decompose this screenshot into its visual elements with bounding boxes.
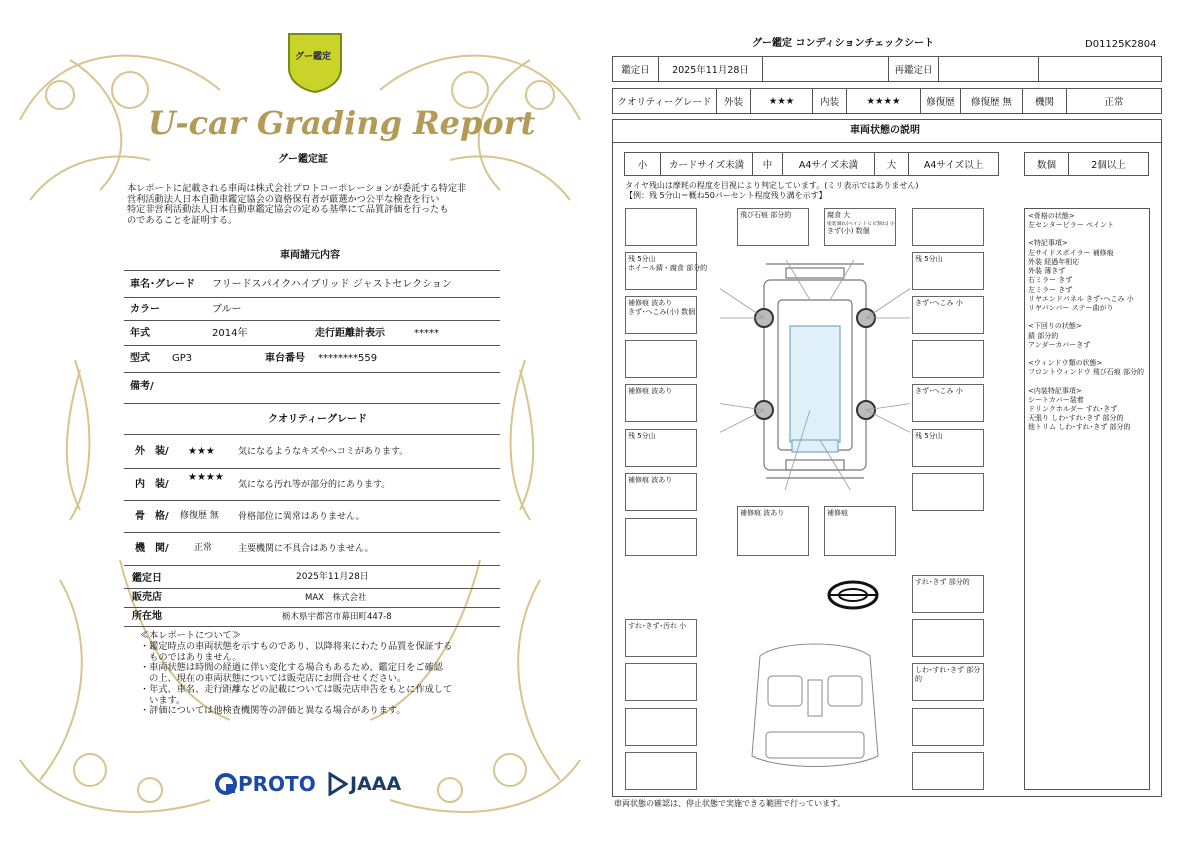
note-line: <下回りの状態> <box>1028 322 1082 331</box>
count-legend <box>1024 152 1149 176</box>
damage-box-right2 <box>912 296 984 334</box>
grade-label: 機 関/ <box>135 543 169 554</box>
address-label: 所在地 <box>132 611 162 622</box>
damage-box-int-r1 <box>912 619 984 657</box>
mileage-value: ***** <box>414 328 439 339</box>
note-line: ・車両状態は時間の経過に伴い変化する場合もあるため、鑑定日をご確認 <box>140 662 443 674</box>
steering-wheel-icon <box>827 580 879 610</box>
note-line: 外装 経過年相応 <box>1028 257 1080 266</box>
damage-text: 残 5分山 <box>915 255 943 263</box>
proto-mark-icon <box>214 772 238 796</box>
damage-text: 塗装剥れ(ペイントヒビ割れ) 小 <box>827 220 895 227</box>
note-line: います。 <box>140 694 186 706</box>
damage-box-right5 <box>912 429 984 467</box>
interior-label: 内装 <box>813 89 847 113</box>
name-label: 車名･グレード <box>130 279 195 290</box>
damage-box-left1 <box>625 252 708 290</box>
damage-box-top4 <box>912 208 984 246</box>
note-line: リヤエンドパネル きず･へこみ 小 <box>1028 294 1134 303</box>
damage-text: 飛び石痕 部分的 <box>740 211 792 219</box>
color-label: カラー <box>130 304 160 315</box>
note-line: リヤバンパー ステー曲がり <box>1028 304 1114 313</box>
date-value: 2025年11月28日 <box>659 57 763 81</box>
damage-box-right3 <box>912 340 984 378</box>
jaaa-mark-icon <box>328 772 348 796</box>
damage-box-left4 <box>625 384 697 422</box>
repair-value: 修復歴 無 <box>961 89 1023 113</box>
count-label: 数個 <box>1025 153 1069 175</box>
damage-box-steering <box>912 575 984 613</box>
size-medium-desc: A4サイズ未満 <box>783 153 875 175</box>
note-line: 外装 薄きず <box>1028 267 1066 276</box>
damage-text: 補修痕 <box>827 509 848 517</box>
note-line: ・年式、車名、走行距離などの記載については販売店申告をもとに作成して <box>140 683 453 695</box>
damage-box-left5 <box>625 429 697 467</box>
size-large-desc: A4サイズ以上 <box>923 160 984 171</box>
mileage-label: 走行距離計表示 <box>315 328 385 339</box>
chassis-label: 車台番号 <box>265 353 305 364</box>
grade-stars: ★★★★ <box>188 472 224 483</box>
sheet-id: D01125K2804 <box>1085 39 1157 50</box>
note-line: 他トリム しわ･すれ･きず 部分的 <box>1028 423 1131 432</box>
cert-line: 営利活動法人日本自動車鑑定協会の資格保有者が厳選かつ公平な検査を行い <box>127 193 440 205</box>
remarks-label: 備考/ <box>130 381 154 392</box>
engine-value: 正常 <box>1104 97 1124 108</box>
interior-stars: ★★★★ <box>847 89 921 113</box>
grade-row <box>124 436 500 468</box>
model-label: 型式 <box>130 353 150 364</box>
damage-text: 補修痕 波あり <box>740 509 785 517</box>
note-line: 左センターピラー ペイント <box>1028 221 1114 230</box>
shop-label: 販売店 <box>132 592 162 603</box>
name-value: フリードスパイクハイブリッド ジャストセレクション <box>212 279 452 290</box>
damage-box-top2 <box>737 208 809 246</box>
cert-line: のであることを証明する。 <box>127 214 238 226</box>
damage-text: 腐食 大 <box>827 211 851 219</box>
shop-value: MAX 株式会社 <box>305 593 367 603</box>
damage-text: きず･へこみ 小 <box>915 299 963 307</box>
damage-box-int-r3 <box>912 708 984 746</box>
date-label: 鑑定日 <box>132 573 162 584</box>
grade-stars: 正常 <box>194 543 213 553</box>
damage-box-right6 <box>912 473 984 511</box>
note-line <box>1028 350 1146 359</box>
jaaa-logo <box>328 772 401 796</box>
grade-row <box>124 533 500 565</box>
damage-text: すれ･きず･汚れ 小 <box>628 622 687 630</box>
notes <box>140 631 452 717</box>
count-desc: 2個以上 <box>1091 160 1126 171</box>
damage-box-int-l1 <box>625 619 697 657</box>
damage-box-top1 <box>625 208 697 246</box>
note-line: <ウィンドウ類の状態> <box>1028 359 1103 368</box>
grade-text: 骨格部位に異常はありません。 <box>238 512 365 522</box>
note-line: フロントウィンドウ 飛び石痕 部分的 <box>1028 368 1145 377</box>
damage-text: 補修痕 波あり <box>628 476 673 484</box>
color-value: ブルー <box>212 304 242 315</box>
damage-text: 残 5分山 <box>628 255 656 263</box>
damage-box-int-l2 <box>625 663 697 701</box>
note-line: ・評価については他検査機関等の評価と異なる場合があります。 <box>140 705 406 717</box>
exterior-stars: ★★★ <box>751 89 813 113</box>
grade-text: 気になる汚れ等が部分的にあります。 <box>238 480 391 490</box>
size-small: 小 <box>625 153 661 175</box>
note-line: <内装特記事項> <box>1028 386 1082 395</box>
damage-text: 残 5分山 <box>628 432 656 440</box>
damage-box-right1 <box>912 252 984 290</box>
repair-label: 修復歴 <box>921 89 961 113</box>
grade-row <box>124 501 500 533</box>
recheck-label: 再鑑定日 <box>889 57 939 81</box>
proto-logo <box>214 772 316 796</box>
logo-text: グー鑑定 <box>295 52 332 62</box>
note-line: 右ミラー きず <box>1028 276 1073 285</box>
note-line: <骨格の状態> <box>1028 212 1075 220</box>
note-line <box>1028 313 1146 322</box>
damage-text: きず(小) 数個 <box>827 227 870 236</box>
cert-line: 本レポートに記載される車両は株式会社プロトコーポレーションが委託する特定非 <box>127 183 467 194</box>
damage-box-int-l4 <box>625 752 697 790</box>
note-line: ドリンクホルダー すれ･きず <box>1028 404 1118 413</box>
exterior-label: 外装 <box>717 89 751 113</box>
grade-text: 主要機関に不具合はありません。 <box>238 544 374 554</box>
model-value: GP3 <box>172 353 193 364</box>
section-title: 車両状態の説明 <box>850 125 920 136</box>
quality-title: クオリティーグレード <box>268 414 367 425</box>
certificate-title: グー鑑定証 <box>278 154 328 165</box>
tire-example: 【例：残 5分山＝概ね50パーセント程度残り溝を示す】 <box>625 191 827 200</box>
damage-box-right4 <box>912 384 984 422</box>
size-large: 大 <box>875 153 909 175</box>
note-line: <特記事項> <box>1028 239 1068 248</box>
grade-row <box>612 88 1162 114</box>
date-label: 鑑定日 <box>613 57 659 81</box>
tire-note: タイヤ残山は摩耗の程度を目視により判定しています。(ミリ表示ではありません) <box>625 181 919 190</box>
damage-text: 残 5分山 <box>915 432 943 440</box>
damage-box-bottom3 <box>824 506 896 556</box>
grade-text: 気になるようなキズやヘコミがあります。 <box>238 447 409 457</box>
damage-box-left6 <box>625 473 697 511</box>
proto-logo-text: PROTO <box>238 772 316 796</box>
note-line: 左ミラー きず <box>1028 285 1073 294</box>
damage-text: しわ･すれ･きず 部分的 <box>915 666 981 683</box>
notes-title: ≪本レポートについて≫ <box>140 630 241 641</box>
damage-box-left2 <box>625 296 697 334</box>
damage-box-top3 <box>824 208 896 246</box>
side-notes <box>1024 208 1150 790</box>
note-line: 天張り しわ･すれ･きず 部分的 <box>1028 414 1124 423</box>
damage-text: ホイール錆・腐食 部分的 <box>628 263 708 272</box>
chassis-value: ********559 <box>318 353 378 364</box>
size-legend <box>624 152 999 176</box>
damage-box-int-l3 <box>625 708 697 746</box>
spec-title: 車両諸元内容 <box>280 250 340 261</box>
certificate-body <box>127 184 497 226</box>
note-line: アンダーカバーきず <box>1028 340 1091 349</box>
size-medium: 中 <box>753 153 783 175</box>
note-line: 錆 部分的 <box>1028 331 1059 340</box>
note-line: ものではありません。 <box>140 651 242 663</box>
damage-box-left7 <box>625 518 697 556</box>
note-line: シートカバー装着 <box>1028 395 1084 404</box>
quality-grade-label: クオリティーグレード <box>613 89 717 113</box>
grade-label: 外 装/ <box>135 446 169 457</box>
grade-stars: ★★★ <box>188 446 215 457</box>
report-title: U-car Grading Report <box>148 104 536 142</box>
damage-text: きず･へこみ(小) 数個 <box>628 307 696 316</box>
note-line <box>1028 378 1146 387</box>
address-value: 栃木県宇都宮市幕田町447-8 <box>282 612 392 622</box>
note-line: 左サイドスポイラー 補修痕 <box>1028 248 1114 257</box>
damage-box-int-r4 <box>912 752 984 790</box>
grade-row <box>124 469 500 501</box>
damage-text: 補修痕 波あり <box>628 387 673 395</box>
damage-box-left3 <box>625 340 697 378</box>
grade-label: 骨 格/ <box>135 511 169 522</box>
note-line: の上、現在の車両状態については販売店にお問合せください。 <box>140 673 407 685</box>
car-exterior-diagram <box>720 260 910 490</box>
sheet-footer: 車両状態の確認は、停止状態で実施できる範囲で行っています。 <box>614 799 846 808</box>
date-row <box>612 56 1162 82</box>
grade-stars: 修復歴 無 <box>180 511 219 521</box>
condition-sheet <box>600 0 1200 848</box>
damage-text: 補修痕 波あり <box>628 299 673 307</box>
damage-text: きず･へこみ 小 <box>915 387 963 395</box>
damage-box-int-r2 <box>912 663 984 701</box>
damage-text: すれ･きず 部分的 <box>915 578 970 586</box>
cert-line: 特定非営利活動法人日本自動車鑑定協会の定める基準にて品質評価を行ったも <box>127 204 449 216</box>
grade-label: 内 装/ <box>135 479 169 490</box>
year-value: 2014年 <box>212 328 248 339</box>
car-interior-diagram <box>740 636 890 776</box>
year-label: 年式 <box>130 328 150 339</box>
sheet-title: グー鑑定 コンディションチェックシート <box>752 38 935 49</box>
engine-label: 機関 <box>1023 89 1067 113</box>
date-value: 2025年11月28日 <box>296 572 369 582</box>
jaaa-logo-text: JAAA <box>350 773 402 795</box>
note-line: ・鑑定時点の車両状態を示すものであり、以降将来にわたり品質を保証する <box>140 640 453 652</box>
size-small-desc: カードサイズ未満 <box>661 153 753 175</box>
damage-box-bottom2 <box>737 506 809 556</box>
